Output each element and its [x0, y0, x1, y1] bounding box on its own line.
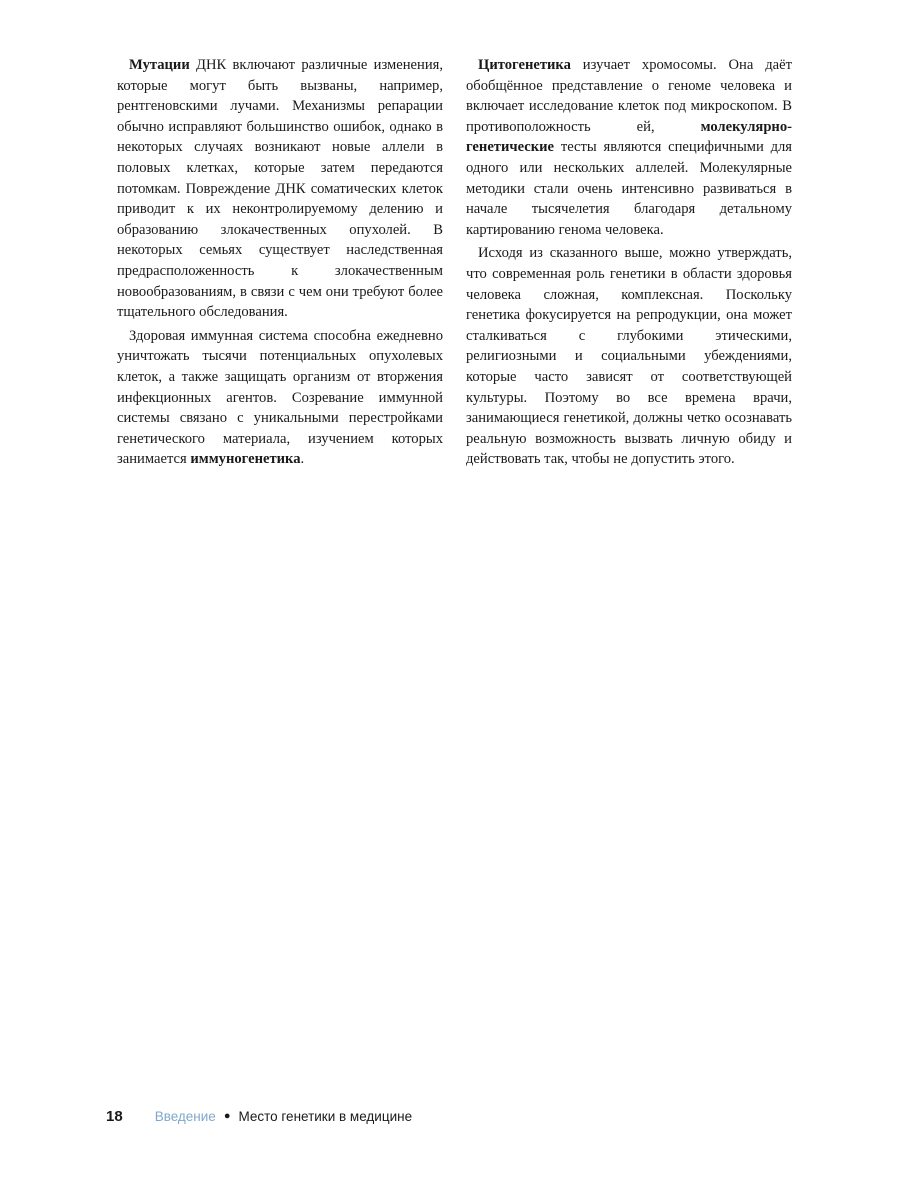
term-immunogenetics: иммуногенетика	[190, 451, 301, 468]
page-number: 18	[106, 1107, 123, 1125]
paragraph-text: Исходя из сказанного выше, можно утверждать, что современная роль генетики в области здоровья человека сложная, комплексная. Поскольку генетика фокусируется на репродукции, она может сталкиваться с глубокими этическими, религиозными и социальными убеждениями, которые часто зависят от соответствующей культуры. Поэтому во все времена врачи, занимающиеся генетикой, должны четко осознавать реальную возможность вызвать личную обиду и действовать так, чтобы не допустить этого.	[466, 245, 792, 468]
footer-section: Введение	[154, 1108, 216, 1124]
right-column	[466, 55, 792, 473]
left-column	[117, 55, 443, 473]
term-molecular-genetic: молекулярно-генетические	[466, 118, 792, 156]
footer-chapter: Место генетики в медицине	[238, 1108, 413, 1124]
paragraph-text: тесты являются специфичными для одного или нескольких аллелей. Молекулярные методики стали очень интенсивно развиваться в начале тысячелетия благодаря детальному картированию генома человека.	[466, 139, 792, 238]
paragraph-text: изучает хромосомы. Она даёт обобщённое представление о геноме человека и включает исследование клеток под микроскопом. В противоположность ей,	[466, 57, 792, 135]
term-mutations: Мутации	[129, 57, 190, 73]
bullet-separator-icon: ●	[223, 1110, 231, 1122]
paragraph-immune-system	[117, 326, 443, 470]
paragraph-end: .	[300, 451, 305, 468]
page-footer	[106, 1104, 412, 1128]
paragraph-conclusion	[466, 243, 792, 470]
paragraph-text: ДНК включают различные изменения, которые могут быть вызваны, например, рентгеновскими лучами. Механизмы репарации обычно исправляют большинство ошибок, однако в некоторых случаях возникают новые аллели в половых клетках, которые затем передаются потомкам. Повреждение ДНК соматических клеток приводит к их неконтролируемому делению и образованию злокачественных опухолей. В некоторых семьях существует наследственная предрасположенность к злокачественным новообразованиям, в связи с чем они требуют более тщательного обследования.	[117, 57, 443, 321]
paragraph-mutations	[117, 55, 443, 323]
paragraph-text: Здоровая иммунная система способна ежедневно уничтожать тысячи потенциальных опухолевых клеток, а также защищать организм от вторжения инфекционных агентов. Созревание иммунной системы связано с уникальными перестройками генетического материала, изучением которых занимается	[117, 327, 443, 468]
paragraph-cytogenetics	[466, 55, 792, 240]
term-cytogenetics: Цитогенетика	[478, 57, 571, 73]
